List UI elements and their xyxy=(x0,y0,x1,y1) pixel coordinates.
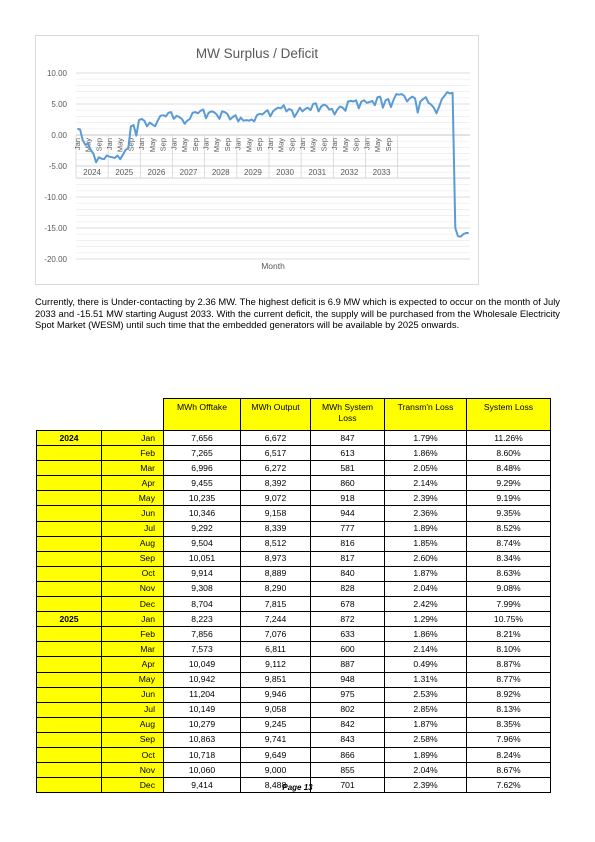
transmission-loss-cell: 1.31% xyxy=(385,672,467,687)
year-cell xyxy=(37,702,102,717)
system-loss-mwh-cell: 948 xyxy=(311,672,385,687)
x-axis-title: Month xyxy=(261,261,285,271)
transmission-loss-cell: 1.87% xyxy=(385,566,467,581)
month-tick-label: Jan xyxy=(72,138,82,151)
year-cell xyxy=(37,642,102,657)
offtake-cell: 9,292 xyxy=(164,521,241,536)
offtake-cell: 10,942 xyxy=(164,672,241,687)
output-cell: 7,244 xyxy=(241,612,311,627)
table-row xyxy=(37,491,551,506)
offtake-cell: 10,235 xyxy=(164,491,241,506)
system-loss-cell: 8.35% xyxy=(467,717,551,732)
y-tick-label: -5.00 xyxy=(48,162,67,171)
year-cell xyxy=(37,657,102,672)
header-blank xyxy=(37,399,102,431)
system-loss-cell: 10.75% xyxy=(467,612,551,627)
year-cell xyxy=(37,491,102,506)
month-tick-label: Jan xyxy=(233,138,243,151)
system-loss-mwh-cell: 847 xyxy=(311,431,385,446)
year-cell xyxy=(37,461,102,476)
month-cell: Oct xyxy=(102,747,164,762)
offtake-cell: 10,863 xyxy=(164,732,241,747)
year-cell xyxy=(37,551,102,566)
year-cell xyxy=(37,536,102,551)
system-loss-cell: 8.21% xyxy=(467,627,551,642)
transmission-loss-cell: 2.60% xyxy=(385,551,467,566)
year-label: 2025 xyxy=(115,168,134,177)
year-label: 2029 xyxy=(243,168,262,177)
month-tick-label: Jan xyxy=(137,138,147,151)
y-tick-label: 5.00 xyxy=(51,100,67,109)
month-tick-label: Sep xyxy=(383,138,393,152)
month-cell: Feb xyxy=(102,627,164,642)
system-loss-cell: 8.52% xyxy=(467,521,551,536)
table-row xyxy=(37,446,551,461)
transmission-loss-cell: 2.39% xyxy=(385,491,467,506)
system-loss-cell: 8.60% xyxy=(467,446,551,461)
table-row xyxy=(37,551,551,566)
transmission-loss-cell: 2.14% xyxy=(385,642,467,657)
output-cell: 8,290 xyxy=(241,581,311,596)
transmission-loss-cell: 2.53% xyxy=(385,687,467,702)
year-cell: 2025 xyxy=(37,612,102,627)
month-cell: Mar xyxy=(102,642,164,657)
month-tick-label: May xyxy=(83,138,93,153)
table-row xyxy=(37,763,551,778)
year-cell xyxy=(37,446,102,461)
month-tick-label: Jan xyxy=(297,138,307,151)
month-tick-label: May xyxy=(180,138,190,153)
year-cell xyxy=(37,732,102,747)
month-cell: Nov xyxy=(102,763,164,778)
month-cell: Sep xyxy=(102,551,164,566)
output-cell: 6,517 xyxy=(241,446,311,461)
month-cell: Jul xyxy=(102,521,164,536)
system-loss-mwh-cell: 816 xyxy=(311,536,385,551)
output-cell: 6,811 xyxy=(241,642,311,657)
table-body xyxy=(37,431,551,793)
transmission-loss-cell: 1.85% xyxy=(385,536,467,551)
month-tick-label: May xyxy=(308,138,318,153)
header-system-loss: System Loss xyxy=(467,399,551,431)
month-tick-label: Jan xyxy=(201,138,211,151)
month-tick-label: Sep xyxy=(351,138,361,152)
year-cell xyxy=(37,627,102,642)
output-cell: 9,946 xyxy=(241,687,311,702)
header-output: MWh Output xyxy=(241,399,311,431)
month-tick-label: May xyxy=(244,138,254,153)
year-cell xyxy=(37,763,102,778)
transmission-loss-cell: 2.04% xyxy=(385,581,467,596)
month-cell: Jan xyxy=(102,431,164,446)
offtake-cell: 10,051 xyxy=(164,551,241,566)
offtake-cell: 10,346 xyxy=(164,506,241,521)
system-loss-cell: 9.08% xyxy=(467,581,551,596)
output-cell: 9,112 xyxy=(241,657,311,672)
chart-container xyxy=(35,35,479,285)
y-tick-label: 0.00 xyxy=(51,131,67,140)
system-loss-mwh-cell: 872 xyxy=(311,612,385,627)
header-offtake: MWh Offtake xyxy=(164,399,241,431)
system-loss-cell: 8.74% xyxy=(467,536,551,551)
system-loss-cell: 8.92% xyxy=(467,687,551,702)
system-loss-cell: 8.67% xyxy=(467,763,551,778)
system-loss-cell: 7.99% xyxy=(467,597,551,612)
table-row xyxy=(37,612,551,627)
header-blank xyxy=(102,399,164,431)
year-cell xyxy=(37,476,102,491)
year-cell xyxy=(37,506,102,521)
table-row xyxy=(37,431,551,446)
offtake-cell: 9,308 xyxy=(164,581,241,596)
offtake-cell: 10,279 xyxy=(164,717,241,732)
offtake-cell: 9,504 xyxy=(164,536,241,551)
month-cell: Jun xyxy=(102,687,164,702)
y-tick-label: 10.00 xyxy=(46,69,67,78)
system-loss-cell: 9.29% xyxy=(467,476,551,491)
table-row xyxy=(37,627,551,642)
offtake-cell: 9,414 xyxy=(164,778,241,793)
month-tick-label: Sep xyxy=(287,138,297,152)
month-tick-label: May xyxy=(340,138,350,153)
offtake-cell: 9,914 xyxy=(164,566,241,581)
output-cell: 9,741 xyxy=(241,732,311,747)
system-loss-mwh-cell: 678 xyxy=(311,597,385,612)
output-cell: 8,488 xyxy=(241,778,311,793)
system-loss-mwh-cell: 840 xyxy=(311,566,385,581)
year-label: 2026 xyxy=(147,168,166,177)
output-cell: 8,889 xyxy=(241,566,311,581)
month-cell: Jan xyxy=(102,612,164,627)
offtake-cell: 7,856 xyxy=(164,627,241,642)
output-cell: 7,076 xyxy=(241,627,311,642)
month-tick-label: May xyxy=(147,138,157,153)
transmission-loss-cell: 2.58% xyxy=(385,732,467,747)
year-label: 2030 xyxy=(276,168,294,177)
offtake-cell: 8,223 xyxy=(164,612,241,627)
output-cell: 9,072 xyxy=(241,491,311,506)
transmission-loss-cell: 2.85% xyxy=(385,702,467,717)
system-loss-cell: 8.87% xyxy=(467,657,551,672)
offtake-cell: 8,704 xyxy=(164,597,241,612)
month-cell: Aug xyxy=(102,536,164,551)
output-cell: 8,339 xyxy=(241,521,311,536)
month-tick-label: Sep xyxy=(222,138,232,152)
system-loss-mwh-cell: 817 xyxy=(311,551,385,566)
energy-table xyxy=(36,398,551,793)
y-tick-label: -15.00 xyxy=(44,224,67,233)
system-loss-mwh-cell: 866 xyxy=(311,747,385,762)
line-chart xyxy=(36,36,478,284)
month-tick-label: Sep xyxy=(94,138,104,152)
month-tick-label: Jan xyxy=(169,138,179,151)
month-tick-label: Jan xyxy=(362,138,372,151)
month-cell: Feb xyxy=(102,446,164,461)
table-row xyxy=(37,521,551,536)
offtake-cell: 7,656 xyxy=(164,431,241,446)
system-loss-cell: 8.34% xyxy=(467,551,551,566)
month-tick-label: Sep xyxy=(158,138,168,152)
output-cell: 6,672 xyxy=(241,431,311,446)
output-cell: 8,392 xyxy=(241,476,311,491)
month-tick-label: Sep xyxy=(319,138,329,152)
output-cell: 9,851 xyxy=(241,672,311,687)
system-loss-mwh-cell: 842 xyxy=(311,717,385,732)
table-row xyxy=(37,506,551,521)
offtake-cell: 7,573 xyxy=(164,642,241,657)
output-cell: 7,815 xyxy=(241,597,311,612)
year-cell xyxy=(37,597,102,612)
transmission-loss-cell: 2.04% xyxy=(385,763,467,778)
month-tick-label: Sep xyxy=(190,138,200,152)
transmission-loss-cell: 2.14% xyxy=(385,476,467,491)
transmission-loss-cell: 1.89% xyxy=(385,747,467,762)
month-tick-label: May xyxy=(115,138,125,153)
month-tick-label: Jan xyxy=(265,138,275,151)
system-loss-mwh-cell: 581 xyxy=(311,461,385,476)
table-row xyxy=(37,536,551,551)
system-loss-cell: 8.77% xyxy=(467,672,551,687)
table-row xyxy=(37,672,551,687)
month-tick-label: Sep xyxy=(126,138,136,152)
transmission-loss-cell: 2.05% xyxy=(385,461,467,476)
system-loss-cell: 11.26% xyxy=(467,431,551,446)
system-loss-mwh-cell: 828 xyxy=(311,581,385,596)
table-row xyxy=(37,702,551,717)
year-label: 2028 xyxy=(211,168,230,177)
system-loss-mwh-cell: 613 xyxy=(311,446,385,461)
transmission-loss-cell: 2.36% xyxy=(385,506,467,521)
transmission-loss-cell: 1.86% xyxy=(385,627,467,642)
page-number: Page 13 xyxy=(282,783,313,792)
table-row xyxy=(37,657,551,672)
system-loss-cell: 8.24% xyxy=(467,747,551,762)
table-row xyxy=(37,476,551,491)
output-cell: 8,512 xyxy=(241,536,311,551)
output-cell: 9,158 xyxy=(241,506,311,521)
output-cell: 6,272 xyxy=(241,461,311,476)
system-loss-mwh-cell: 944 xyxy=(311,506,385,521)
year-cell xyxy=(37,521,102,536)
transmission-loss-cell: 2.39% xyxy=(385,778,467,793)
table-row xyxy=(37,581,551,596)
system-loss-mwh-cell: 843 xyxy=(311,732,385,747)
offtake-cell: 9,455 xyxy=(164,476,241,491)
year-label: 2032 xyxy=(340,168,359,177)
transmission-loss-cell: 2.42% xyxy=(385,597,467,612)
table-row xyxy=(37,566,551,581)
year-cell: 2024 xyxy=(37,431,102,446)
year-cell xyxy=(37,672,102,687)
month-cell: Sep xyxy=(102,732,164,747)
header-system-loss-mwh: MWh System Loss xyxy=(311,399,385,431)
output-cell: 9,245 xyxy=(241,717,311,732)
month-tick-label: May xyxy=(373,138,383,153)
table-row xyxy=(37,597,551,612)
table-row xyxy=(37,642,551,657)
system-loss-mwh-cell: 887 xyxy=(311,657,385,672)
table-row xyxy=(37,717,551,732)
year-cell xyxy=(37,717,102,732)
table-row xyxy=(37,732,551,747)
system-loss-mwh-cell: 918 xyxy=(311,491,385,506)
transmission-loss-cell: 1.29% xyxy=(385,612,467,627)
month-tick-label: May xyxy=(276,138,286,153)
month-cell: Oct xyxy=(102,566,164,581)
series-line xyxy=(77,92,468,237)
output-cell: 9,058 xyxy=(241,702,311,717)
system-loss-mwh-cell: 975 xyxy=(311,687,385,702)
year-label: 2027 xyxy=(179,168,198,177)
month-cell: May xyxy=(102,672,164,687)
system-loss-mwh-cell: 777 xyxy=(311,521,385,536)
system-loss-cell: 7.96% xyxy=(467,732,551,747)
month-cell: Dec xyxy=(102,778,164,793)
system-loss-mwh-cell: 633 xyxy=(311,627,385,642)
month-tick-label: Sep xyxy=(255,138,265,152)
offtake-cell: 10,060 xyxy=(164,763,241,778)
output-cell: 9,649 xyxy=(241,747,311,762)
table-row xyxy=(37,747,551,762)
y-tick-label: -10.00 xyxy=(44,193,67,202)
transmission-loss-cell: 1.89% xyxy=(385,521,467,536)
table-row xyxy=(37,687,551,702)
year-cell xyxy=(37,566,102,581)
month-tick-label: May xyxy=(212,138,222,153)
y-tick-label: -20.00 xyxy=(44,255,67,264)
year-label: 2024 xyxy=(83,168,101,177)
system-loss-cell: 8.13% xyxy=(467,702,551,717)
month-cell: Apr xyxy=(102,476,164,491)
system-loss-cell: 9.19% xyxy=(467,491,551,506)
body-paragraph: Currently, there is Under-contacting by 2.36 MW. The highest deficit is 6.9 MW which is expected to occur on the month of July 2033 and -15.51 MW starting August 2033. With the current deficit, the supply will be purchased from the Wholesale Electricity Spot Market (WESM) until such time that the embedded generators will be available by 2025 onwards. xyxy=(35,296,560,331)
system-loss-mwh-cell: 802 xyxy=(311,702,385,717)
output-cell: 8,973 xyxy=(241,551,311,566)
month-tick-label: Jan xyxy=(105,138,115,151)
month-cell: Aug xyxy=(102,717,164,732)
offtake-cell: 10,049 xyxy=(164,657,241,672)
month-cell: Jul xyxy=(102,702,164,717)
month-cell: Nov xyxy=(102,581,164,596)
year-label: 2031 xyxy=(308,168,327,177)
system-loss-mwh-cell: 600 xyxy=(311,642,385,657)
month-cell: Mar xyxy=(102,461,164,476)
system-loss-cell: 8.10% xyxy=(467,642,551,657)
system-loss-cell: 9.35% xyxy=(467,506,551,521)
output-cell: 9,000 xyxy=(241,763,311,778)
transmission-loss-cell: 1.87% xyxy=(385,717,467,732)
offtake-cell: 10,718 xyxy=(164,747,241,762)
month-tick-label: Jan xyxy=(330,138,340,151)
chart-title: MW Surplus / Deficit xyxy=(195,46,319,61)
year-cell xyxy=(37,581,102,596)
table-header-row xyxy=(37,399,551,431)
system-loss-cell: 8.48% xyxy=(467,461,551,476)
system-loss-mwh-cell: 855 xyxy=(311,763,385,778)
header-transmission-loss: Transm'n Loss xyxy=(385,399,467,431)
month-cell: Jun xyxy=(102,506,164,521)
system-loss-cell: 7.62% xyxy=(467,778,551,793)
system-loss-mwh-cell: 701 xyxy=(311,778,385,793)
system-loss-mwh-cell: 860 xyxy=(311,476,385,491)
offtake-cell: 6,996 xyxy=(164,461,241,476)
year-cell xyxy=(37,747,102,762)
year-cell xyxy=(37,687,102,702)
month-cell: Dec xyxy=(102,597,164,612)
offtake-cell: 10,149 xyxy=(164,702,241,717)
offtake-cell: 7,265 xyxy=(164,446,241,461)
transmission-loss-cell: 1.86% xyxy=(385,446,467,461)
month-cell: May xyxy=(102,491,164,506)
month-cell: Apr xyxy=(102,657,164,672)
table-row xyxy=(37,461,551,476)
transmission-loss-cell: 1.79% xyxy=(385,431,467,446)
offtake-cell: 11,204 xyxy=(164,687,241,702)
year-label: 2033 xyxy=(372,168,391,177)
transmission-loss-cell: 0.49% xyxy=(385,657,467,672)
system-loss-cell: 8.63% xyxy=(467,566,551,581)
